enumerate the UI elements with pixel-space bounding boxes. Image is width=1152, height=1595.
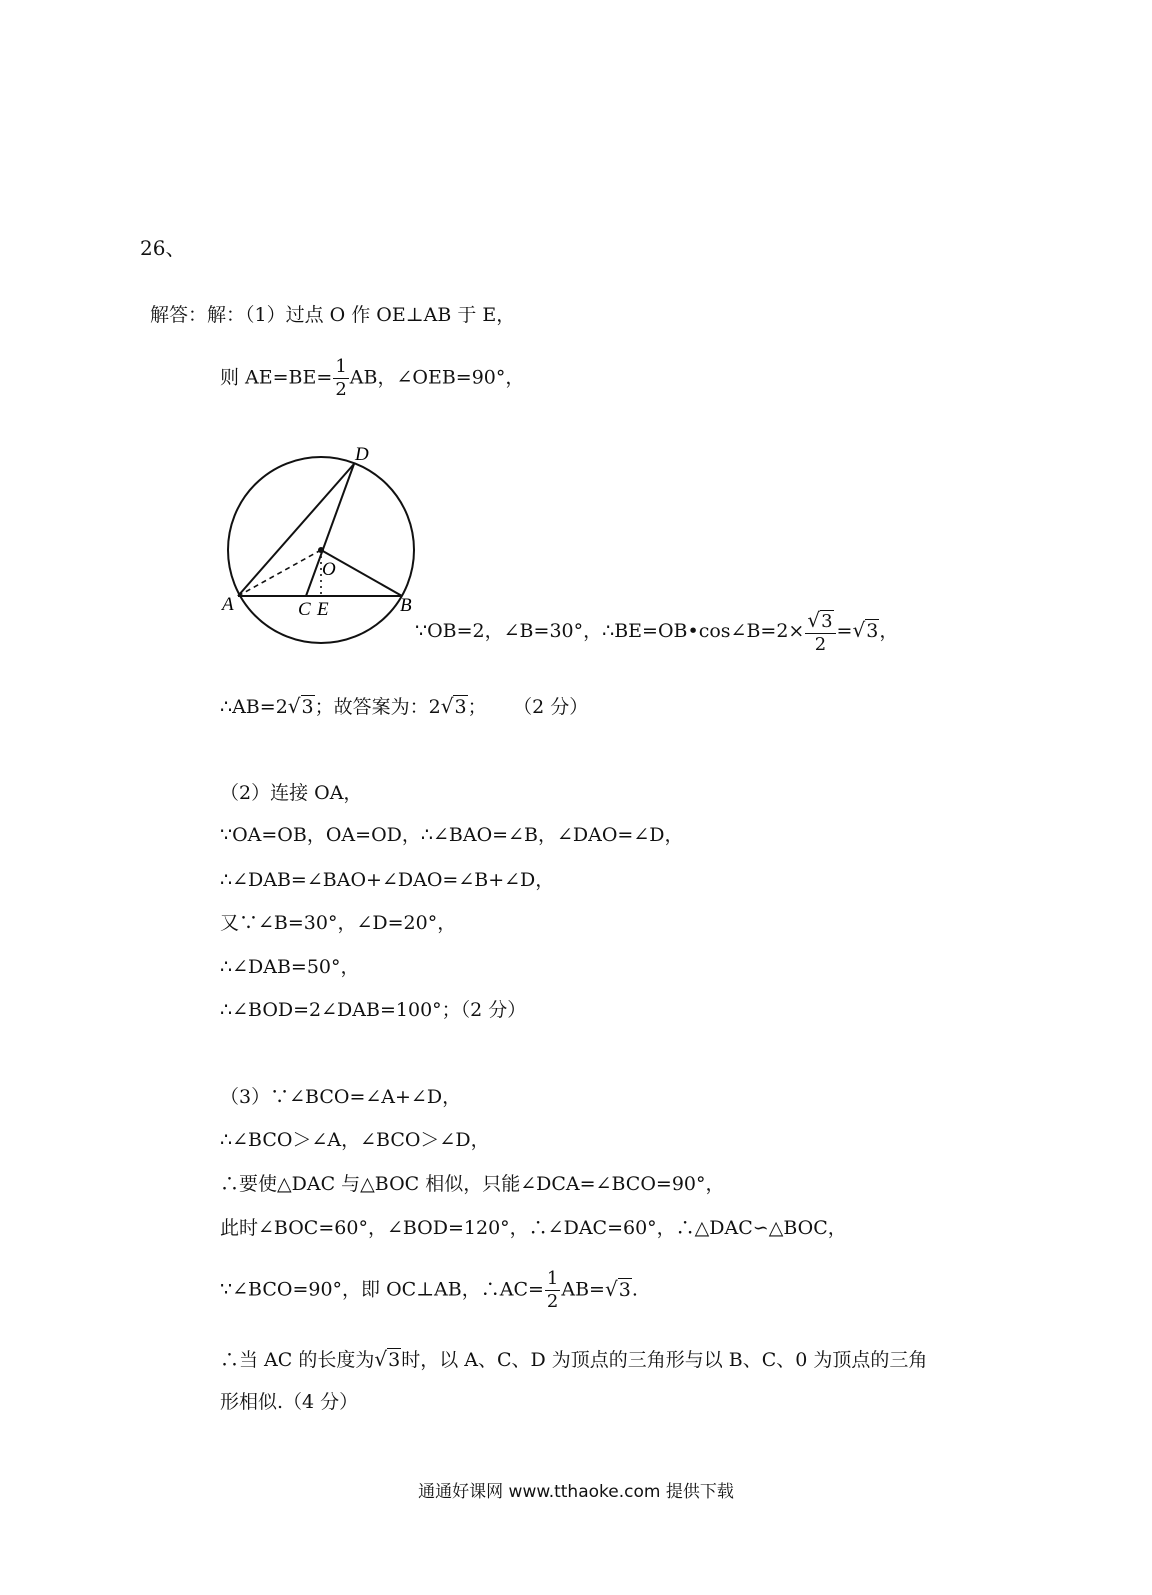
geometry-figure <box>218 440 418 645</box>
fraction-numerator <box>805 610 835 634</box>
text-segment: 时，以 A、C、D 为顶点的三角形与以 B、C、0 为顶点的三角 <box>401 1349 928 1371</box>
text-segment: = <box>836 620 853 642</box>
fraction-denominator: 2 <box>814 634 827 655</box>
sqrt-expression: √3 <box>374 1347 401 1371</box>
page-footer: 通通好课网 www.tthaoke.com 提供下载 <box>418 1482 734 1502</box>
fraction-one-half <box>545 1270 560 1311</box>
part2-line-2: ∵OA=OB，OA=OD，∴∠BAO=∠B，∠DAO=∠D， <box>220 824 684 846</box>
text-segment: ， <box>879 620 899 642</box>
part3-line-3: ∴要使△DAC 与△BOC 相似，只能∠DCA=∠BCO=90°， <box>220 1173 725 1195</box>
label-d: D <box>355 444 369 465</box>
part1-intro: 解答：解：（1）过点 O 作 OE⊥AB 于 E， <box>150 304 516 326</box>
label-e: E <box>317 599 329 620</box>
text-segment: AB，∠OEB=90°， <box>349 366 525 389</box>
sqrt-expression: √3 <box>287 694 314 718</box>
label-a: A <box>222 594 234 615</box>
sqrt-expression: √3 <box>807 608 833 632</box>
text-segment: ∵∠BCO=90°，即 OC⊥AB，∴AC= <box>220 1278 544 1301</box>
part3-line-4: 此时∠BOC=60°，∠BOD=120°，∴∠DAC=60°，∴△DAC∽△BOC， <box>220 1217 847 1239</box>
sqrt-argument: 3 <box>821 611 833 632</box>
fraction-denominator: 2 <box>335 379 347 400</box>
part2-line-4: 又∵∠B=30°，∠D=20°， <box>220 912 457 934</box>
part3-line-1: （3）∵∠BCO=∠A+∠D， <box>220 1086 462 1108</box>
sqrt-expression: √3 <box>604 1276 631 1301</box>
fraction-numerator: 1 <box>335 356 347 377</box>
fraction-denominator: 2 <box>546 1291 559 1312</box>
text-segment: ；故答案为：2 <box>314 696 441 718</box>
sqrt-argument: 3 <box>388 1349 401 1371</box>
text-segment: AB= <box>561 1278 605 1301</box>
sqrt-argument: 3 <box>866 620 879 642</box>
part3-line-2: ∴∠BCO＞∠A，∠BCO＞∠D， <box>220 1129 490 1151</box>
label-o: O <box>322 559 336 580</box>
fraction-one-half <box>333 358 348 399</box>
fraction-numerator: 1 <box>546 1268 559 1289</box>
text-segment: . <box>631 1278 638 1301</box>
text-segment: ； <box>467 696 487 718</box>
part1-line3 <box>415 610 898 654</box>
text-segment: ∴当 AC 的长度为 <box>220 1349 375 1371</box>
sqrt-argument: 3 <box>301 696 314 718</box>
text-segment: 则 AE=BE= <box>220 366 333 389</box>
label-b: B <box>400 595 412 616</box>
part3-line-7: 形相似.（4 分） <box>220 1391 359 1413</box>
part2-line-1: （2）连接 OA， <box>220 782 363 804</box>
center-point-o <box>318 547 324 553</box>
sqrt-argument: 3 <box>454 696 467 718</box>
part2-line-5: ∴∠DAB=50°， <box>220 956 360 978</box>
part3-line-6 <box>220 1349 927 1370</box>
part2-line-3: ∴∠DAB=∠BAO+∠DAO=∠B+∠D， <box>220 869 555 891</box>
sqrt-expression: √3 <box>440 694 467 718</box>
sqrt-expression: √3 <box>852 618 879 642</box>
part2-line-6: ∴∠BOD=2∠DAB=100°；（2 分） <box>220 999 527 1021</box>
fraction-sqrt3-over-2 <box>805 610 835 654</box>
score-note: （2 分） <box>522 696 589 718</box>
text-segment: ∴AB=2 <box>220 696 288 718</box>
text-segment: ∵OB=2，∠B=30°，∴BE=OB•cos∠B=2× <box>415 620 805 642</box>
label-c: C <box>298 599 311 620</box>
sqrt-argument: 3 <box>618 1278 631 1301</box>
part1-line4 <box>220 696 588 717</box>
problem-number: 26、 <box>140 236 186 260</box>
part1-line2 <box>220 358 524 399</box>
part3-line-5 <box>220 1270 638 1311</box>
